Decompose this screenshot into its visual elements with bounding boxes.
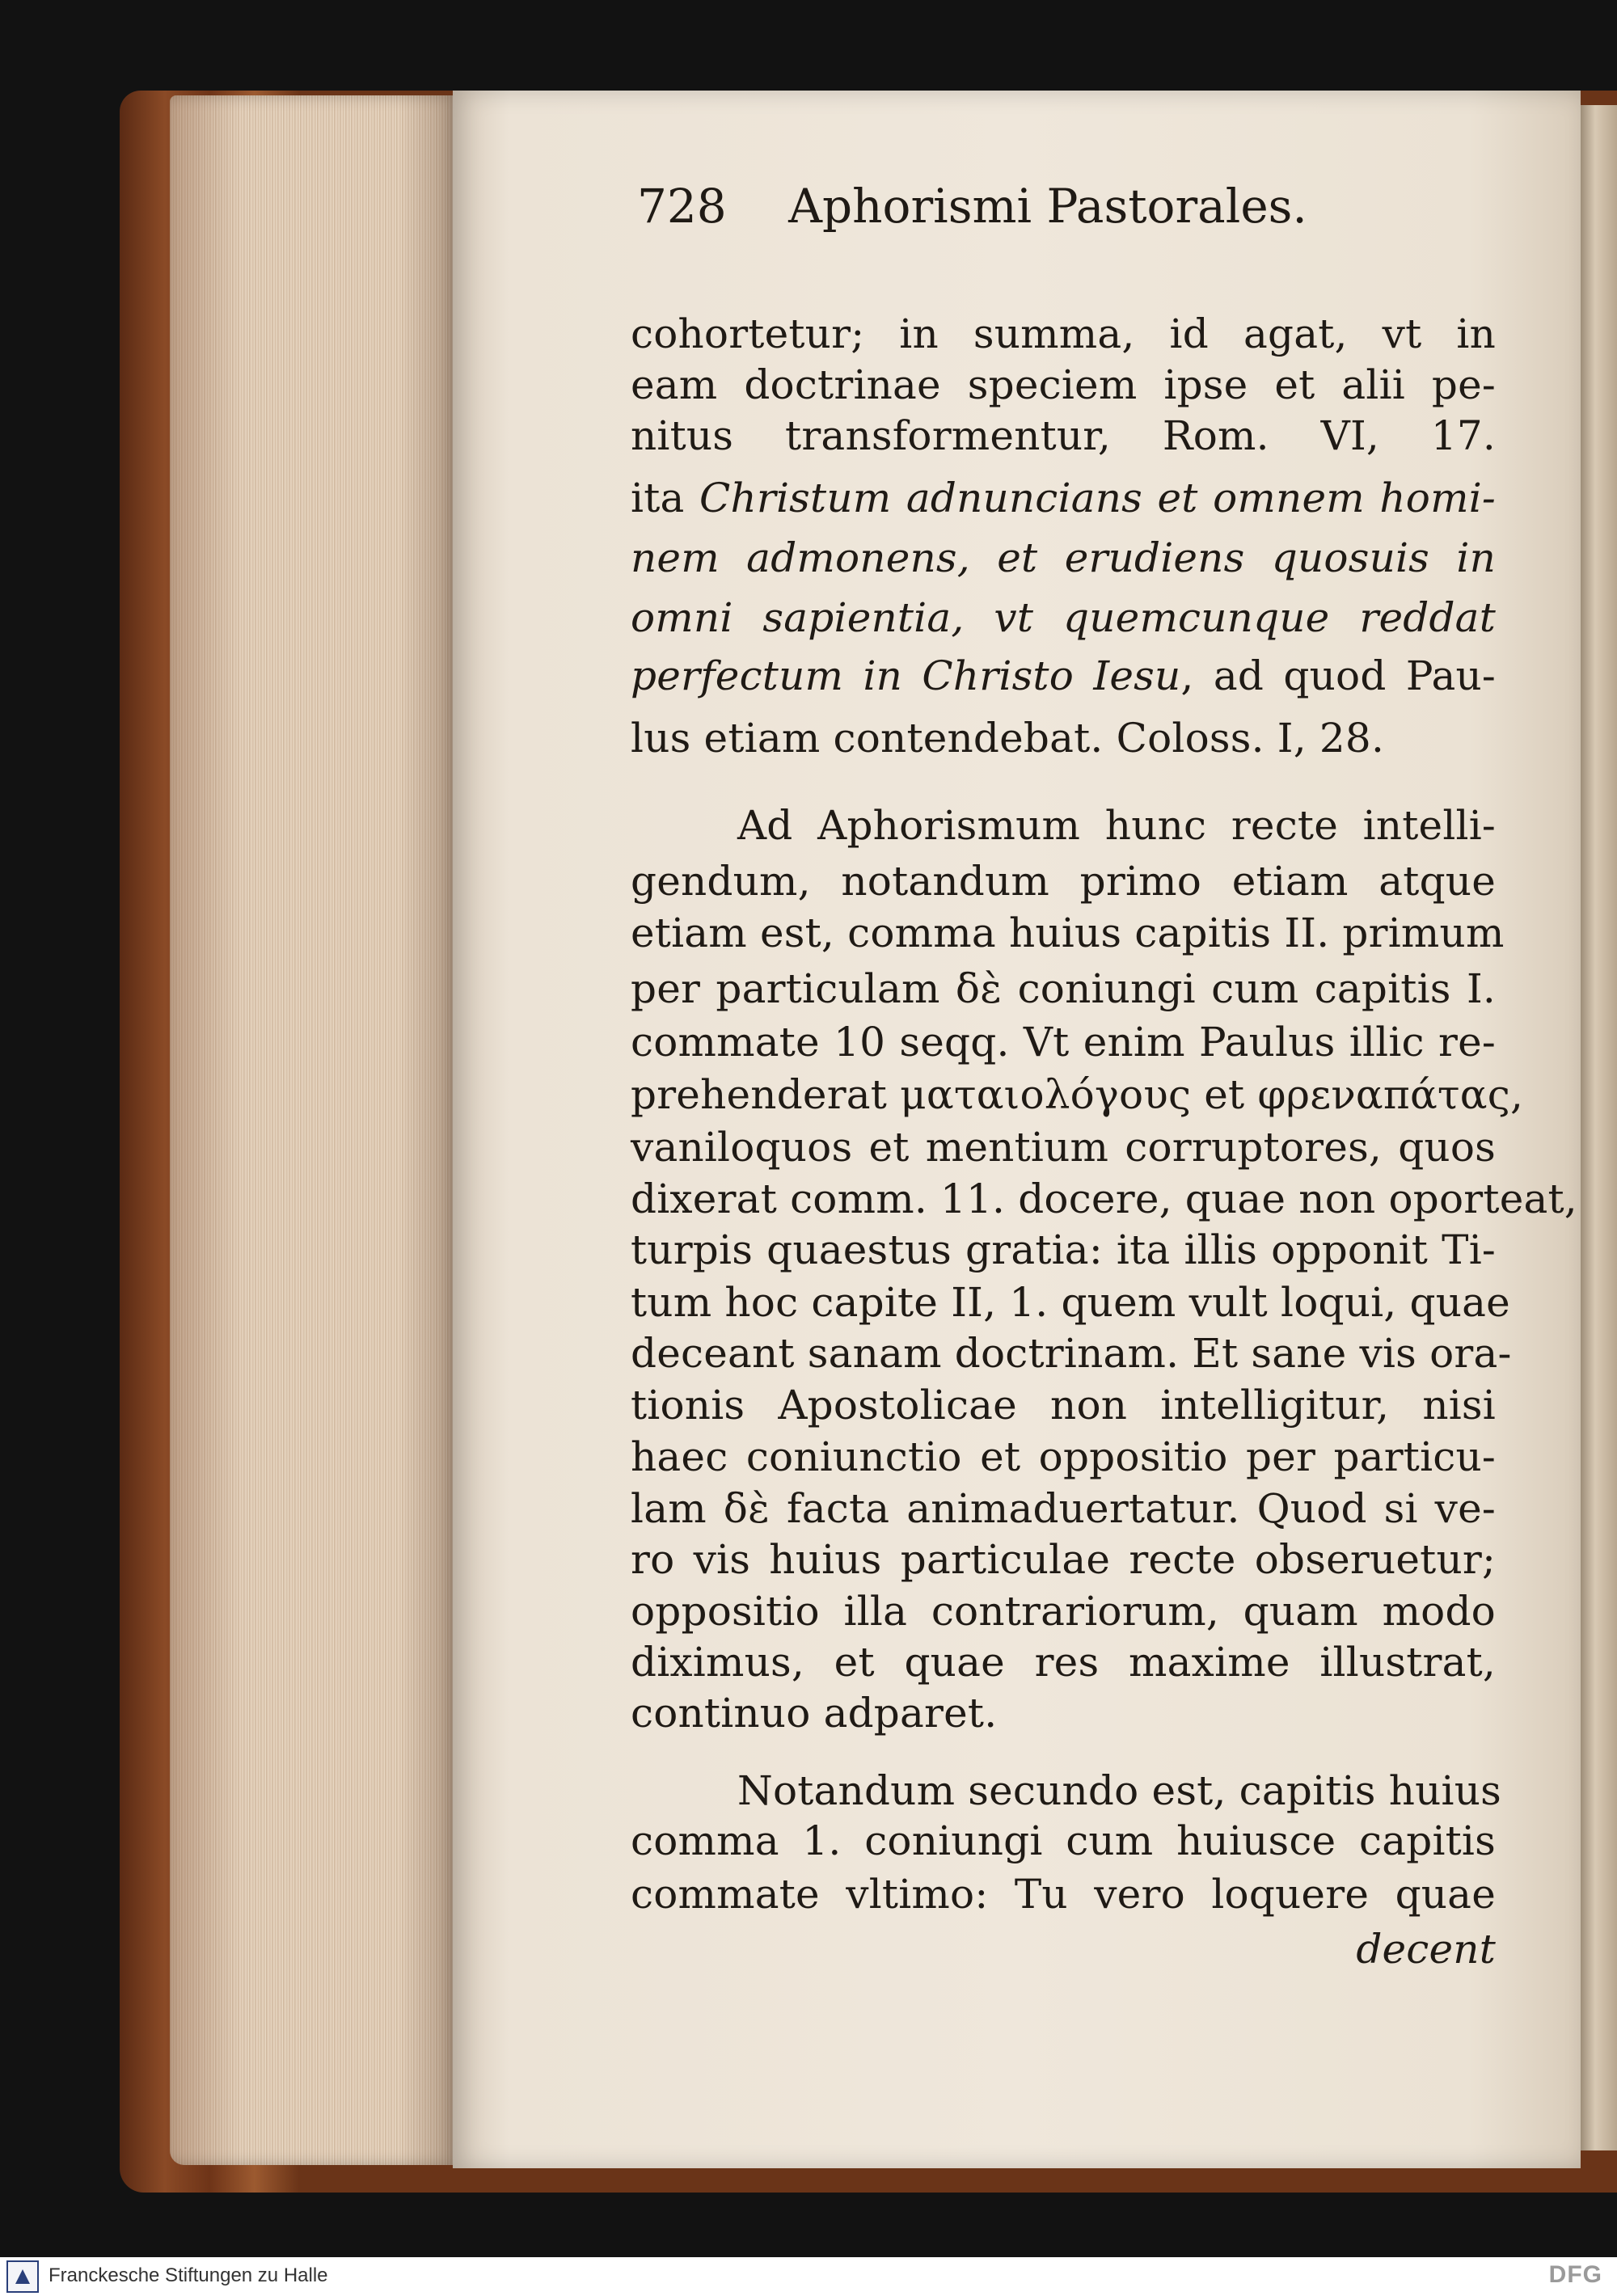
catchword: decent: [1356, 1926, 1496, 1973]
page-number: 728: [637, 179, 727, 234]
text-line: eam doctrinae speciem ipse et alii pe-: [631, 361, 1496, 408]
text-line: Notandum secundo est, capitis huius: [737, 1767, 1501, 1814]
text-line: prehenderat ματαιολόγους et φρεναπάτας,: [631, 1071, 1524, 1118]
text-line: omni sapientia, vt quemcunque reddat: [631, 594, 1496, 641]
text-line: nitus transformentur, Rom. VI, 17.: [631, 412, 1496, 459]
text-line: tionis Apostolicae non intelligitur, nisi: [631, 1382, 1496, 1429]
page-edges-shade: [170, 95, 457, 2165]
running-header: [637, 179, 1307, 234]
text-line: cohortetur; in summa, id agat, vt in: [631, 310, 1496, 357]
text-line: nem admonens, et erudiens quosuis in: [631, 534, 1496, 581]
text-line: continuo adparet.: [631, 1690, 998, 1737]
text-line: per particulam δὲ coniungi cum capitis I.: [631, 965, 1496, 1012]
dfg-logo: DFG: [1548, 2261, 1602, 2288]
text-line: lam δὲ facta animaduertatur. Quod si ve-: [631, 1485, 1496, 1532]
text-line: comma 1. coniungi cum huiusce capitis: [631, 1817, 1496, 1864]
text-line: gendum, notandum primo etiam atque: [631, 858, 1496, 905]
text-line: haec coniunctio et oppositio per particu-: [631, 1433, 1496, 1480]
text-line: commate 10 seqq. Vt enim Paulus illic re-: [631, 1019, 1496, 1066]
text-line: tum hoc capite II, 1. quem vult loqui, quae: [631, 1279, 1510, 1326]
text-line: vaniloquos et mentium corruptores, quos: [631, 1124, 1496, 1171]
text-line: diximus, et quae res maxime illustrat,: [631, 1639, 1496, 1686]
institution-logo-icon: [6, 2260, 39, 2293]
running-title: Aphorismi Pastorales.: [788, 179, 1307, 234]
text-line: lus etiam contendebat. Coloss. I, 28.: [631, 715, 1385, 762]
text-line: dixerat comm. 11. docere, quae non oporteat,: [631, 1175, 1577, 1222]
text-line: ro vis huius particulae recte obseruetur;: [631, 1536, 1496, 1583]
text-line: oppositio illa contrariorum, quam modo: [631, 1588, 1496, 1635]
institution-name: Franckesche Stiftungen zu Halle: [49, 2264, 328, 2286]
text-line: Ad Aphorismum hunc recte intelli-: [737, 802, 1496, 849]
text-line: ita Christum adnuncians et omnem homi-: [631, 475, 1496, 521]
text-line: turpis quaestus gratia: ita illis opponit Ti-: [631, 1226, 1496, 1273]
text-line: deceant sanam doctrinam. Et sane vis ora-: [631, 1330, 1512, 1377]
text-line: etiam est, comma huius capitis II. primum: [631, 910, 1505, 956]
text-line: commate vltimo: Tu vero loquere quae: [631, 1871, 1496, 1918]
facing-page-edge: [1581, 105, 1617, 2150]
text-line: perfectum in Christo Iesu, ad quod Pau-: [631, 652, 1496, 699]
